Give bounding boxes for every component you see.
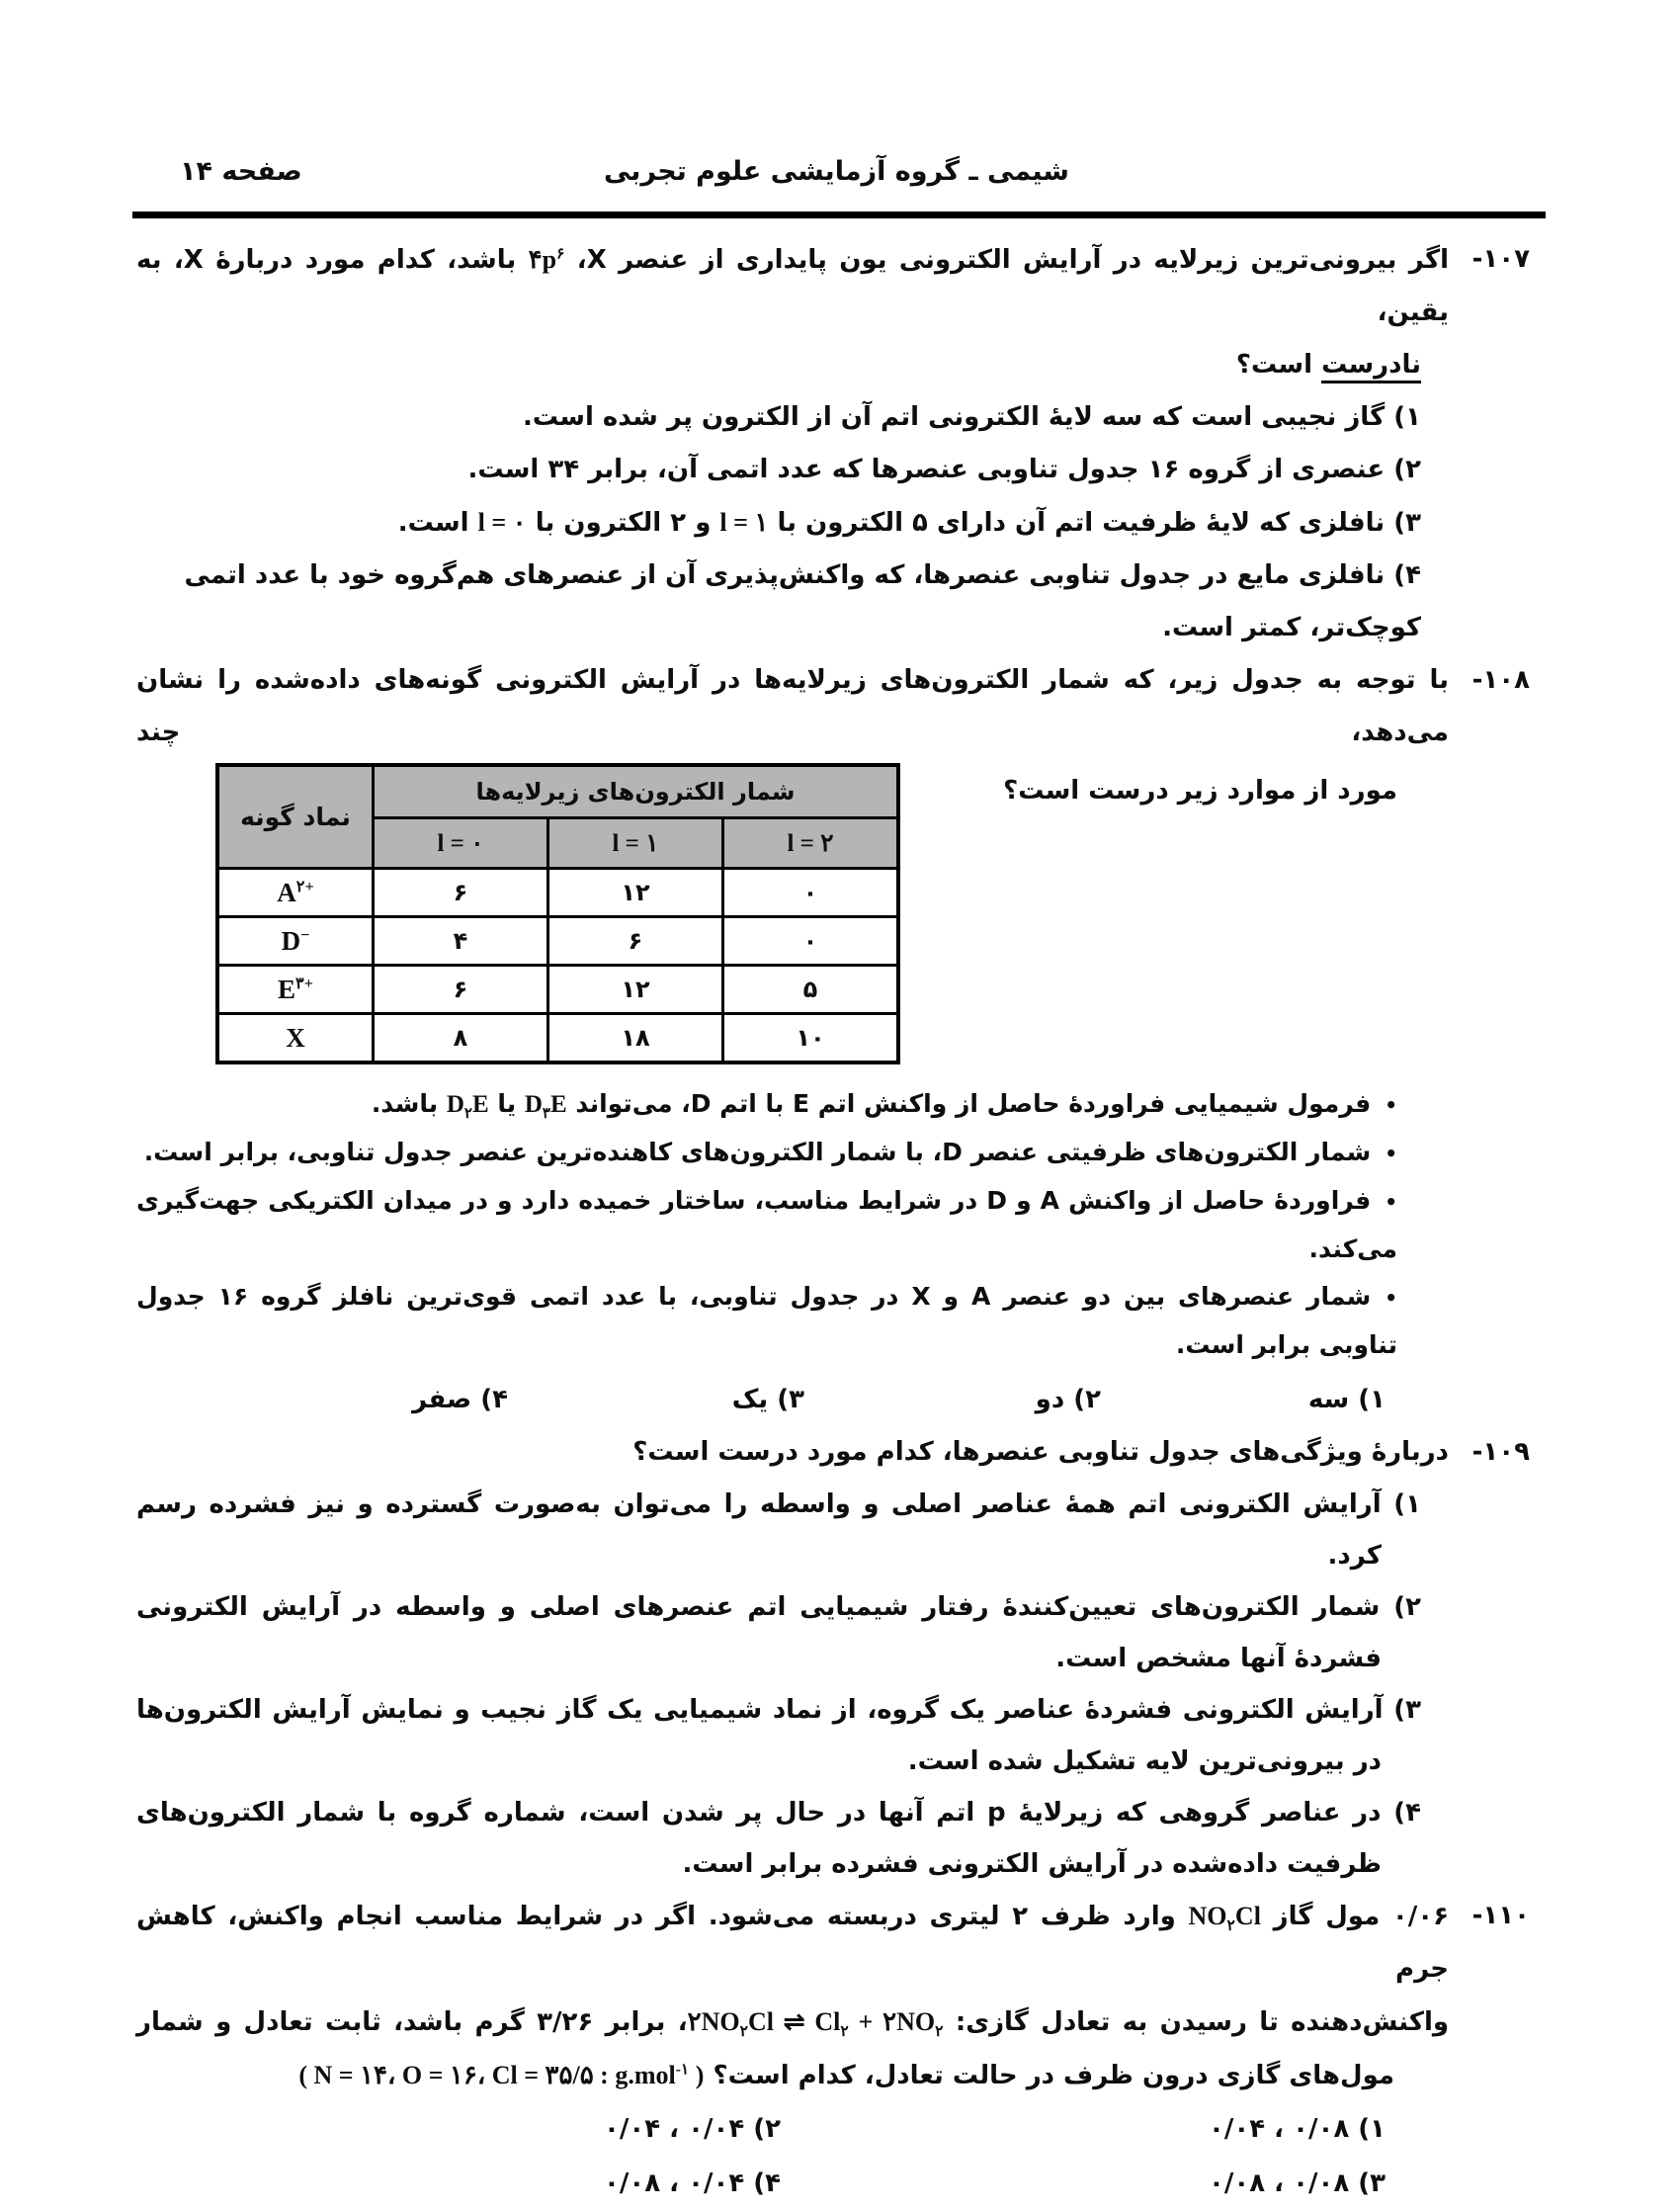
question-109: [136, 1426, 1544, 1890]
bullet-item: [136, 1273, 1397, 1369]
value-cell: ۱۸: [548, 1014, 723, 1063]
question-107-number: ۱۰۷-: [1471, 244, 1530, 274]
underlined-keyword: نادرست: [1321, 350, 1421, 383]
question-109-option-4: [136, 1787, 1421, 1890]
bullet-text: فرمول شیمیایی فراوردۀ حاصل از واکنش اتم E با اتم D، می‌تواند: [566, 1089, 1372, 1118]
formula-subscript: ۳: [542, 1106, 550, 1122]
question-108-option-1: [1101, 1373, 1386, 1426]
question-108-options: [136, 1373, 1386, 1426]
option-number: ۳): [1385, 508, 1421, 538]
question-110-stem-line3: [136, 2049, 1394, 2102]
question-109-option-2: [136, 1581, 1421, 1684]
value-cell: ۶: [548, 917, 723, 966]
species-charge: ۳+: [295, 974, 313, 992]
question-110-option-1: [781, 2102, 1386, 2157]
value-cell: ۴: [374, 917, 548, 966]
formula-base: Cl: [1234, 1902, 1261, 1930]
bullet-text: شمار الکترون‌های ظرفیتی عنصر D، با شمار الکترون‌های کاهنده‌ترین عنصر جدول تناوبی، برابر است.: [143, 1138, 1372, 1166]
mole-amount: ۰/۰۶: [1391, 1902, 1449, 1931]
option-text: است.: [397, 508, 478, 538]
bullet-text: یا: [488, 1089, 525, 1118]
bullet-text: فراوردۀ حاصل از واکنش A و D در شرایط مناسب، ساختار خمیده دارد و در میدان الکتریکی جهت‌گیری می‌کند.: [136, 1186, 1397, 1263]
table-row: [217, 869, 898, 917]
quantum-number-l1: l = ۱: [719, 508, 769, 537]
bullet-text: باشد.: [371, 1089, 447, 1118]
question-108-table-row: [136, 763, 1449, 1064]
option-text: دو: [1035, 1385, 1065, 1414]
bullet-dot-icon: •: [1385, 1093, 1397, 1117]
equilibrium-harpoon-icon: ⇌: [783, 2007, 805, 2036]
option-number: ۱): [1349, 1385, 1386, 1414]
option-number: ۳): [768, 1385, 804, 1414]
question-108-stem-line1: با توجه به جدول زیر، که شمار الکترون‌های زیرلایه‌ها در آرایش الکترونی گونه‌های داده‌شده را نشان می‌دهد، چند: [136, 665, 1449, 747]
question-109-number: ۱۰۹-: [1471, 1437, 1530, 1467]
electron-count-table: [215, 763, 900, 1064]
stem-text: ، برابر ۳/۲۶ گرم باشد، ثابت تعادل و شمار: [136, 2007, 688, 2037]
question-108-option-2: [804, 1373, 1101, 1426]
bullet-item: [136, 1177, 1397, 1273]
bullet-item: [136, 1080, 1397, 1129]
question-110-number: ۱۱۰-: [1471, 1901, 1530, 1930]
question-108-number: ۱۰۸-: [1471, 665, 1530, 695]
question-110-stem-line2: [136, 1996, 1449, 2049]
species-cell: [217, 869, 374, 917]
value-cell: ۶: [374, 869, 548, 917]
table-row: [217, 917, 898, 966]
question-110-option-4: [136, 2157, 781, 2211]
option-number: ۲): [1385, 455, 1421, 484]
option-number: ۳): [1383, 1695, 1422, 1725]
value-cell: ۱۲: [548, 966, 723, 1014]
formula-base: Cl: [804, 2007, 841, 2036]
table-subheader-l2: l = ۲: [723, 818, 899, 869]
formula-base: E: [549, 1091, 567, 1118]
question-107-option-3: [136, 496, 1421, 550]
chemical-formula-no2cl: [1188, 1902, 1261, 1935]
bullet-dot-icon: •: [1385, 1142, 1397, 1165]
formula-base: E: [471, 1091, 489, 1118]
bullet-dot-icon: •: [1385, 1286, 1397, 1310]
species-symbol: D: [281, 925, 301, 956]
question-108-bullets: [136, 1080, 1397, 1369]
formula-subscript: ۲: [739, 2023, 748, 2041]
question-107-stem-line2: [136, 339, 1421, 391]
species-charge: ۲+: [295, 877, 314, 895]
value-cell: ۰: [723, 869, 899, 917]
question-108-stem-line2: مورد از موارد زیر درست است؟: [1003, 776, 1397, 806]
option-text: شمار الکترون‌های تعیین‌کنندۀ رفتار شیمیایی اتم عنصرهای اصلی و واسطه در آرایش الکترونی فشردۀ آنها مشخص است.: [136, 1592, 1382, 1673]
question-108: [136, 654, 1544, 1426]
question-107-option-2: [136, 444, 1421, 496]
question-110-option-3: [781, 2157, 1386, 2211]
exam-header-title: شیمی ـ گروه آزمایشی علوم تجربی: [603, 156, 1069, 187]
formula-base: ۲NO: [687, 2007, 740, 2036]
question-107-option-4: [136, 550, 1421, 654]
molar-mass-data: [298, 2061, 704, 2089]
question-110: [136, 1890, 1544, 2211]
value-cell: ۰: [723, 917, 899, 966]
option-text: آرایش الکترونی فشردۀ عناصر یک گروه، از نماد شیمیایی یک گاز نجیب و نمایش آرایش الکترون‌ها در بیرونی‌ترین لایه تشکیل شده است.: [136, 1695, 1384, 1776]
table-header-species: نماد گونه: [217, 765, 374, 869]
formula-superscript: ۶: [556, 245, 565, 263]
option-number: ۴): [1385, 560, 1421, 590]
table-row: [217, 966, 898, 1014]
molar-mass-exponent: -۱: [675, 2061, 690, 2079]
option-number: ۴): [471, 1385, 508, 1414]
formula-base: D: [524, 1091, 543, 1118]
option-number: ۴): [1381, 1798, 1421, 1828]
option-text: گاز نجیبی است که سه لایۀ الکترونی اتم آن از الکترون پر شده است.: [522, 402, 1386, 432]
option-number: ۳): [1349, 2168, 1386, 2198]
stem-text: است؟: [1235, 350, 1322, 380]
question-110-option-2: [136, 2102, 781, 2157]
question-107-stem-line1: [136, 233, 1449, 339]
question-107: [136, 233, 1544, 654]
question-109-option-1: [136, 1479, 1421, 1581]
option-text: ۰/۰۸ ، ۰/۰۴: [1208, 2114, 1350, 2144]
table-header-electrons: شمار الکترون‌های زیرلایه‌ها: [374, 765, 899, 818]
value-cell: ۱۰: [723, 1014, 899, 1063]
option-number: ۲): [1064, 1385, 1101, 1414]
option-text: ۰/۰۴ ، ۰/۰۴: [603, 2114, 745, 2144]
stem-text: مول‌های گازی درون ظرف در حالت تعادل، کدام است؟: [704, 2061, 1394, 2090]
formula-subscript: ۲: [1226, 1917, 1235, 1935]
table-subheader-l1: l = ۱: [548, 818, 723, 869]
option-text: سه: [1307, 1385, 1350, 1414]
formula-subscript: ۲: [840, 2023, 849, 2041]
option-number: ۱): [1349, 2114, 1386, 2144]
formula-subscript: ۲: [935, 2023, 944, 2041]
value-cell: ۵: [723, 966, 899, 1014]
option-text: یک: [731, 1385, 769, 1414]
chemical-formula-d2e: [446, 1091, 489, 1122]
header-divider-rule: [132, 212, 1546, 218]
molar-mass-text: ): [689, 2061, 705, 2089]
stem-text: اگر بیرونی‌ترین زیرلایه در آرایش الکترونی یون پایداری از عنصر X،‏: [564, 245, 1449, 275]
option-text: در عناصر گروهی که زیرلایۀ p اتم آنها در حال پر شدن است، شماره گروه با شمار الکترون‌های ظرفیت داده‌شده در آرایش الکترونی فشرده برابر است.: [136, 1798, 1382, 1879]
table-subheader-l0: l = ۰: [374, 818, 548, 869]
question-108-option-4: [412, 1373, 508, 1426]
page-number-label: صفحه ۱۴: [180, 156, 302, 187]
quantum-number-l0: l = ۰: [477, 508, 527, 537]
formula-base: ۴p: [528, 245, 557, 274]
formula-base: NO: [1188, 1902, 1227, 1930]
option-text: آرایش الکترونی اتم همۀ عناصر اصلی و واسطه را می‌توان به‌صورت گسترده و نیز فشرده رسم کرد.: [136, 1489, 1382, 1571]
chemical-formula-4p6: [529, 245, 565, 274]
species-cell: [217, 1014, 374, 1063]
value-cell: ۶: [374, 966, 548, 1014]
formula-base: D: [446, 1091, 464, 1118]
exam-content: [136, 233, 1544, 2211]
option-text: ۰/۰۴ ، ۰/۰۸: [603, 2168, 745, 2198]
formula-base: + ۲NO: [848, 2007, 936, 2036]
option-number: ۱): [1385, 402, 1421, 432]
table-row: [217, 1014, 898, 1063]
question-110-stem-line1: [136, 1890, 1449, 1996]
molar-mass-text: ( N = ۱۴، O = ۱۶، Cl = ۳۵/۵ : g.mol: [298, 2061, 676, 2089]
species-symbol: E: [278, 974, 296, 1004]
bullet-dot-icon: •: [1385, 1190, 1397, 1214]
question-110-options: [136, 2102, 1386, 2211]
species-symbol: X: [286, 1022, 305, 1053]
stem-text: مول گاز: [1260, 1902, 1392, 1931]
option-number: ۴): [744, 2168, 781, 2198]
equilibrium-equation: [687, 2007, 944, 2041]
option-text: نافلزی که لایۀ ظرفیت اتم آن دارای ۵ الکترون با: [768, 508, 1386, 538]
species-cell: [217, 966, 374, 1014]
formula-base: Cl: [747, 2007, 784, 2036]
option-text: ۰/۰۸ ، ۰/۰۸: [1208, 2168, 1350, 2198]
question-108-option-3: [508, 1373, 804, 1426]
question-107-option-1: [136, 391, 1421, 444]
question-109-option-3: [136, 1684, 1421, 1787]
chemical-formula-d3e: [524, 1091, 567, 1122]
option-number: ۱): [1381, 1489, 1421, 1519]
option-text: عنصری از گروه ۱۶ جدول تناوبی عنصرها که عدد اتمی آن، برابر ۳۴ است.: [467, 455, 1386, 484]
stem-text: واکنش‌دهنده تا رسیدن به تعادل گازی:: [943, 2007, 1450, 2037]
option-number: ۲): [1380, 1592, 1421, 1622]
bullet-text: شمار عنصرهای بین دو عنصر A و X در جدول تناوبی، با عدد اتمی قوی‌ترین نافلز گروه ۱۶ جدول تناوبی برابر است.: [136, 1282, 1397, 1359]
option-text: و ۲ الکترون با: [526, 508, 720, 538]
option-text: صفر: [412, 1385, 472, 1414]
species-charge: −: [300, 925, 310, 944]
species-symbol: A: [277, 877, 296, 907]
formula-subscript: ۲: [463, 1106, 472, 1122]
bullet-item: [136, 1129, 1397, 1177]
stem-text: باشد، کدام مورد دربارۀ X، به یقین،: [136, 245, 1449, 327]
stem-text: وارد ظرف ۲ لیتری دربسته می‌شود. اگر در شرایط مناسب انجام واکنش، کاهش جرم: [136, 1902, 1449, 1984]
option-number: ۲): [744, 2114, 781, 2144]
question-109-stem: دربارۀ ویژگی‌های جدول تناوبی عنصرها، کدام مورد درست است؟: [632, 1437, 1449, 1467]
value-cell: ۱۲: [548, 869, 723, 917]
option-text: نافلزی مایع در جدول تناوبی عنصرها، که واکنش‌پذیری آن از عنصرهای هم‌گروه خود با عدد اتمی کوچک‌تر، کمتر است.: [184, 560, 1421, 642]
value-cell: ۸: [374, 1014, 548, 1063]
species-cell: [217, 917, 374, 966]
